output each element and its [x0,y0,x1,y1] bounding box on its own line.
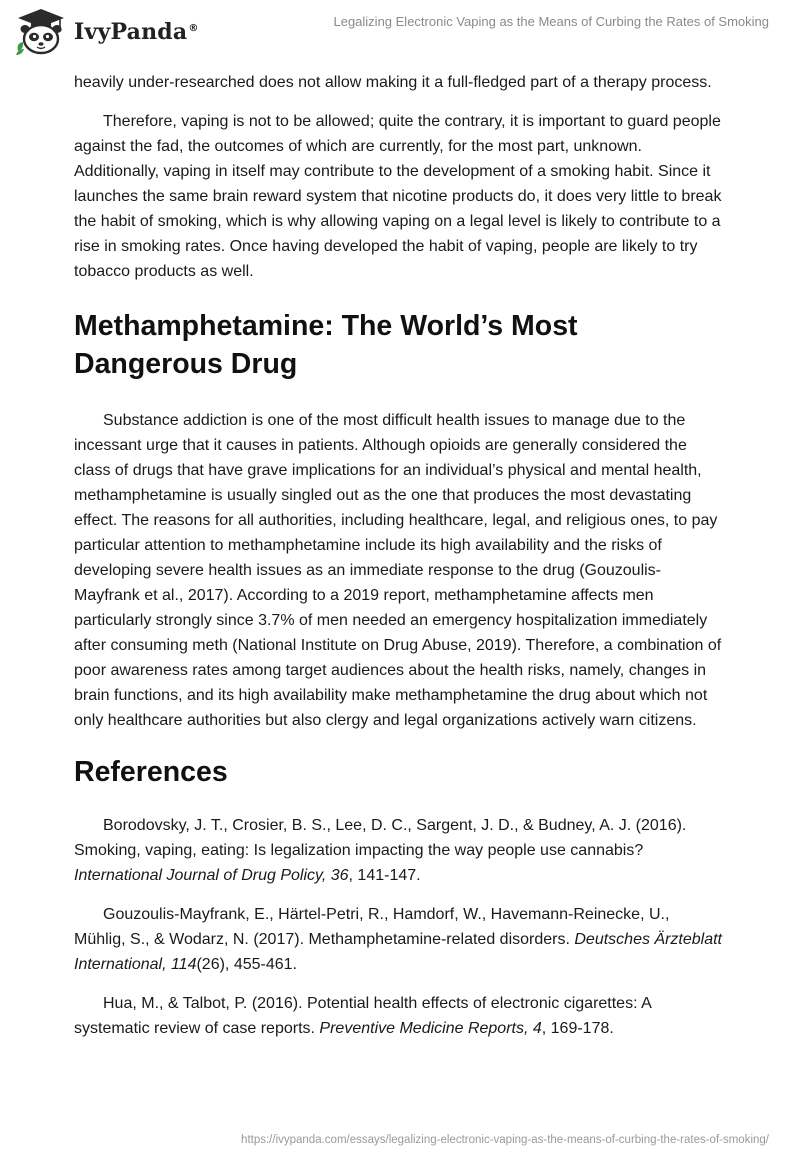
paragraph-continued: heavily under-researched does not allow making it a full-fledged part of a therapy process. [74,74,712,91]
reference-item: Hua, M., & Talbot, P. (2016). Potential health effects of electronic cigarettes: A systematic review of case reports. Preventive Medicine Reports, 4, 169-178. [74,995,651,1037]
section-heading-methamphetamine: Methamphetamine: The World’s Most Dangerous Drug [74,310,578,380]
paragraph-methamphetamine: Substance addiction is one of the most difficult health issues to manage due to the incessant urge that it causes in patients. Although opioids are generally considered the class of drugs that have grave implications for an individual’s physical and mental health, methamphetamine is usually singled out as the one that produces the most devastating effect. The reasons for all authorities, including healthcare, legal, and religious ones, to pay particular attention to methamphetamine include its high availability and the risks of developing severe health issues as an immediate response to the drug (Gouzoulis-Mayfrank et al., 2017). According to a 2019 report, methamphetamine affects men particularly strongly since 3.7% of men needed an emergency hospitalization immediately after consuming meth (National Institute on Drug Abuse, 2019). Therefore, a combination of poor awareness rates among target audiences about the health risks, namely, changes in brain functions, and its high availability make methamphetamine the drug about which not only healthcare authorities but also clergy and legal organizations actively warn citizens. [74,412,722,729]
essay-content [74,70,724,1041]
panda-graduate-icon [14,7,68,57]
source-url-link[interactable]: https://ivypanda.com/essays/legalizing-electronic-vaping-as-the-means-of-curbing-the-rates-of-smoking/ [241,1134,769,1146]
registered-mark: ® [188,22,199,34]
journal-title: Deutsches Ärzteblatt International, 114 [74,931,722,973]
brand-name: IvyPanda® [74,19,199,45]
journal-title: Preventive Medicine Reports, 4 [319,1020,542,1037]
paragraph-vaping: Therefore, vaping is not to be allowed; quite the contrary, it is important to guard people against the fad, the outcomes of which are currently, for the most part, unknown. Additionally, vaping in itself may contribute to the development of a smoking habit. Since it launches the same brain reward system that nicotine products do, it does very little to break the habit of smoking, which is why allowing vaping on a legal level is likely to contribute to a rise in smoking rates. Once having developed the habit of vaping, people are likely to try tobacco products as well. [74,113,722,280]
document-title: Legalizing Electronic Vaping as the Means of Curbing the Rates of Smoking [333,14,769,29]
reference-item: Gouzoulis-Mayfrank, E., Härtel-Petri, R., Hamdorf, W., Havemann-Reinecke, U., Mühlig, S., & Wodarz, N. (2017). Methamphetamine-related disorders. Deutsches Ärzteblatt International, 114(26), 455-461. [74,906,722,973]
ivypanda-logo[interactable] [14,6,199,58]
page-header [0,0,800,62]
reference-item: Borodovsky, J. T., Crosier, B. S., Lee, D. C., Sargent, J. D., & Budney, A. J. (2016). Smoking, vaping, eating: Is legalization impacting the way people use cannabis? International Journal of Drug Policy, 36, 141-147. [74,817,687,884]
journal-title: International Journal of Drug Policy, 36 [74,867,349,884]
references-heading: References [74,756,228,788]
